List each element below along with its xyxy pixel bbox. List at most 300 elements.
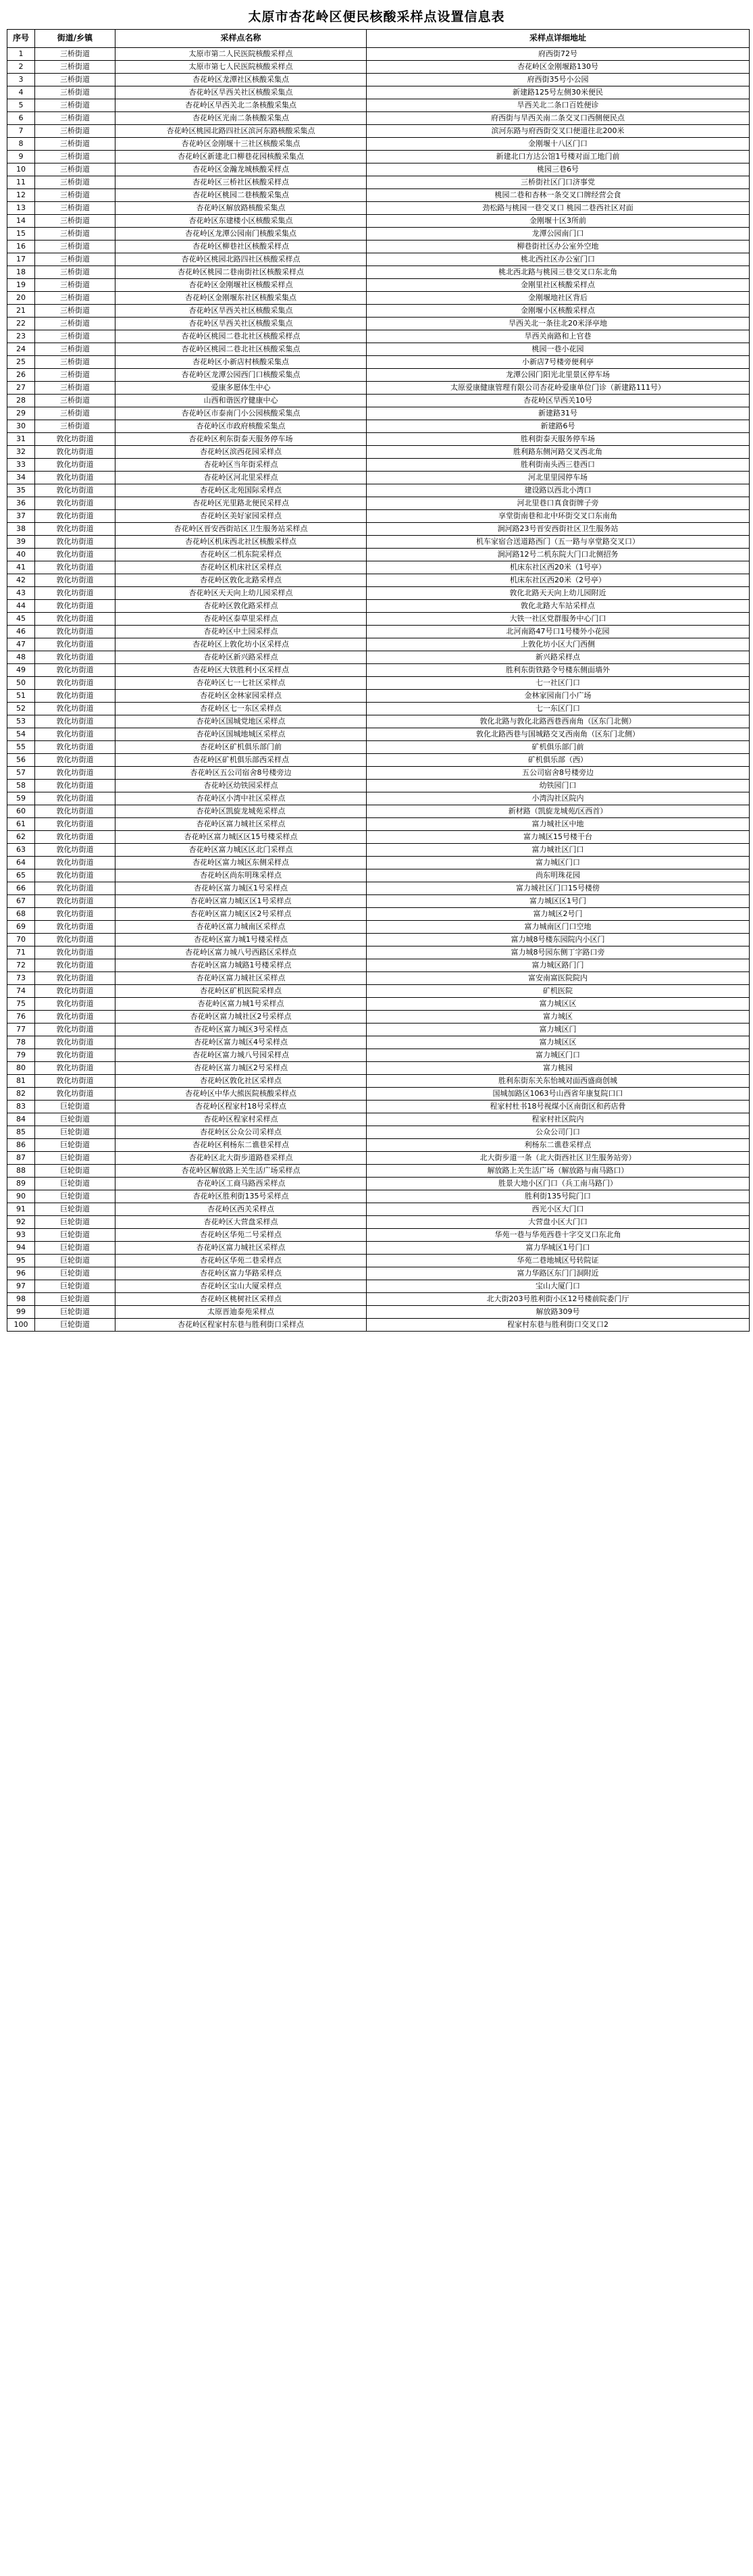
cell-index: 13 [7,202,35,215]
cell-address: 公众公司门口 [367,1126,750,1139]
cell-site-name: 杏花岭区桃园北路四社区核酸采样点 [115,253,367,266]
cell-street: 巨轮街道 [35,1216,115,1229]
table-row [7,176,750,189]
cell-site-name: 杏花岭区富力城区1号采样点 [115,882,367,895]
table-row [7,587,750,600]
cell-site-name: 杏花岭区程家村18号采样点 [115,1101,367,1113]
cell-site-name: 杏花岭区中土园采样点 [115,626,367,638]
cell-address: 新兴路采样点 [367,651,750,664]
cell-address: 机车家宿合送道路西门（五一路与享堂路交叉口） [367,536,750,549]
cell-index: 29 [7,407,35,420]
cell-index: 51 [7,690,35,703]
cell-site-name: 杏花岭区七一东区采样点 [115,703,367,715]
cell-index: 12 [7,189,35,202]
column-header-street: 街道/乡镇 [35,30,115,48]
cell-site-name: 杏花岭区桃园二巷核酸采集点 [115,189,367,202]
cell-index: 61 [7,818,35,831]
cell-address: 胜景大地小区门口（兵工南马路门） [367,1178,750,1190]
cell-site-name: 杏花岭区富力城社区采样点 [115,1242,367,1255]
cell-index: 52 [7,703,35,715]
table-row [7,805,750,818]
cell-address: 新建北口方达公馆1号楼对面工地门前 [367,151,750,163]
cell-site-name: 杏花岭区解放路上关生活广场采样点 [115,1165,367,1178]
cell-index: 66 [7,882,35,895]
cell-index: 96 [7,1267,35,1280]
cell-index: 39 [7,536,35,549]
table-row [7,369,750,382]
table-row [7,266,750,279]
cell-street: 敦化坊街道 [35,857,115,869]
cell-address: 矿机俱乐部门前 [367,741,750,754]
table-row [7,48,750,61]
cell-index: 5 [7,99,35,112]
cell-index: 2 [7,61,35,74]
cell-street: 敦化坊街道 [35,1036,115,1049]
cell-index: 42 [7,574,35,587]
cell-site-name: 杏花岭区桃园二巷南街社区核酸采样点 [115,266,367,279]
cell-site-name: 杏花岭区富力城区区15号楼采样点 [115,831,367,844]
table-row [7,1152,750,1165]
cell-site-name: 杏花岭区富力华路采样点 [115,1267,367,1280]
table-row [7,638,750,651]
cell-site-name: 杏花岭区旱西关社区核酸采集点 [115,86,367,99]
cell-index: 84 [7,1113,35,1126]
table-row [7,792,750,805]
cell-address: 富力城区门口 [367,1049,750,1062]
cell-index: 99 [7,1306,35,1319]
table-row [7,484,750,497]
cell-street: 敦化坊街道 [35,908,115,921]
cell-index: 90 [7,1190,35,1203]
table-row [7,356,750,369]
cell-site-name: 杏花岭区富力城区东侧采样点 [115,857,367,869]
cell-index: 94 [7,1242,35,1255]
cell-index: 77 [7,1024,35,1036]
cell-address: 胜利街135号院门口 [367,1190,750,1203]
cell-site-name: 杏花岭区富力城社区采样点 [115,972,367,985]
table-row [7,1216,750,1229]
cell-index: 48 [7,651,35,664]
cell-index: 72 [7,959,35,972]
cell-site-name: 杏花岭区机床西北社区核酸采样点 [115,536,367,549]
cell-address: 小湾沟社区院内 [367,792,750,805]
cell-index: 18 [7,266,35,279]
cell-site-name: 杏花岭区小湾中社区采样点 [115,792,367,805]
cell-site-name: 杏花岭区富力城社区2号采样点 [115,1011,367,1024]
cell-street: 三桥街道 [35,151,115,163]
table-row [7,895,750,908]
cell-street: 三桥街道 [35,215,115,228]
cell-site-name: 杏花岭区金刚堰十三社区核酸采集点 [115,138,367,151]
cell-address: 新材路（凯旋龙城苑/区西首） [367,805,750,818]
cell-address: 敦化北路西巷与国城路交叉西南角（区东门北侧） [367,728,750,741]
cell-street: 敦化坊街道 [35,882,115,895]
table-row [7,1255,750,1267]
cell-site-name: 杏花岭区国城党地区采样点 [115,715,367,728]
cell-site-name: 杏花岭区敦化社区采样点 [115,1075,367,1088]
table-row [7,1036,750,1049]
cell-street: 巨轮街道 [35,1255,115,1267]
table-row [7,549,750,561]
cell-index: 91 [7,1203,35,1216]
cell-site-name: 杏花岭区泰草里采样点 [115,613,367,626]
cell-address: 华苑一巷与华苑西巷十字交叉口东北角 [367,1229,750,1242]
cell-address: 河北里里园停车场 [367,472,750,484]
cell-street: 巨轮街道 [35,1229,115,1242]
table-row [7,1306,750,1319]
table-row [7,215,750,228]
cell-street: 敦化坊街道 [35,946,115,959]
cell-street: 敦化坊街道 [35,459,115,472]
cell-site-name: 杏花岭区程家村东巷与胜利街口采样点 [115,1319,367,1332]
cell-site-name: 爱康多愿体生中心 [115,382,367,395]
cell-address: 桃园三巷6号 [367,163,750,176]
cell-street: 三桥街道 [35,189,115,202]
cell-index: 21 [7,305,35,318]
table-row [7,1267,750,1280]
table-row [7,561,750,574]
cell-street: 敦化坊街道 [35,638,115,651]
cell-street: 巨轮街道 [35,1101,115,1113]
cell-street: 三桥街道 [35,61,115,74]
cell-street: 三桥街道 [35,74,115,86]
cell-site-name: 杏花岭区富力城区3号采样点 [115,1024,367,1036]
cell-street: 敦化坊街道 [35,472,115,484]
cell-address: 富力城区 [367,1011,750,1024]
cell-index: 74 [7,985,35,998]
table-row [7,767,750,780]
cell-site-name: 杏花岭区小新店村核酸采集点 [115,356,367,369]
cell-site-name: 杏花岭区龙潭公园西门口核酸采集点 [115,369,367,382]
table-row [7,741,750,754]
cell-site-name: 杏花岭区北苑国际采样点 [115,484,367,497]
cell-address: 七一社区门口 [367,677,750,690]
cell-site-name: 太原晋迪泰苑采样点 [115,1306,367,1319]
cell-address: 桃园一巷小花园 [367,343,750,356]
cell-address: 程家村东巷与胜利街口交叉口2 [367,1319,750,1332]
cell-index: 80 [7,1062,35,1075]
cell-street: 敦化坊街道 [35,985,115,998]
cell-site-name: 杏花岭区富力城区2号采样点 [115,1062,367,1075]
cell-site-name: 杏花岭区程家村采样点 [115,1113,367,1126]
cell-street: 敦化坊街道 [35,805,115,818]
cell-street: 巨轮街道 [35,1293,115,1306]
cell-site-name: 杏花岭区光里路北便民采样点 [115,497,367,510]
cell-street: 敦化坊街道 [35,1062,115,1075]
table-row [7,946,750,959]
cell-index: 36 [7,497,35,510]
table-row [7,189,750,202]
cell-site-name: 杏花岭区当年街采样点 [115,459,367,472]
cell-street: 巨轮街道 [35,1306,115,1319]
cell-address: 五公司宿舍8号楼旁边 [367,767,750,780]
cell-index: 56 [7,754,35,767]
cell-street: 敦化坊街道 [35,1011,115,1024]
cell-site-name: 杏花岭区国城地城区采样点 [115,728,367,741]
cell-address: 杏花岭区旱西关10号 [367,395,750,407]
cell-site-name: 杏花岭区金瀚龙城核酸采样点 [115,163,367,176]
cell-street: 敦化坊街道 [35,1088,115,1101]
cell-address: 富力城社区门口 [367,844,750,857]
cell-site-name: 杏花岭区富力城路1号楼采样点 [115,959,367,972]
cell-index: 47 [7,638,35,651]
cell-address: 享堂街南巷和北中环街交叉口东南角 [367,510,750,523]
cell-address: 北大街203号胜利街小区12号楼前院委门厅 [367,1293,750,1306]
cell-index: 82 [7,1088,35,1101]
cell-address: 胜利街南头西三巷西口 [367,459,750,472]
cell-street: 巨轮街道 [35,1113,115,1126]
cell-street: 三桥街道 [35,369,115,382]
cell-address: 河北里巷口真食街牌子旁 [367,497,750,510]
cell-address: 桃园二巷和杏林一条交叉口牌经营会食 [367,189,750,202]
cell-street: 敦化坊街道 [35,921,115,934]
table-row [7,818,750,831]
cell-index: 64 [7,857,35,869]
cell-site-name: 杏花岭区利东街泰天服务停车场 [115,433,367,446]
cell-address: 旱西关南路和上官巷 [367,330,750,343]
table-row [7,253,750,266]
cell-index: 53 [7,715,35,728]
cell-address: 富力城8号园东侧丁字路口旁 [367,946,750,959]
table-row [7,690,750,703]
cell-address: 金刚堰地社区背后 [367,292,750,305]
cell-address: 金刚堰十区3所前 [367,215,750,228]
sampling-sites-table [7,29,750,1332]
cell-address: 宝山大厦门口 [367,1280,750,1293]
table-row [7,1319,750,1332]
page-title: 太原市杏花岭区便民核酸采样点设置信息表 [248,9,505,24]
cell-address: 太原爱康健康管理有限公司杏花岭爱康单位门诊（新建路111号） [367,382,750,395]
cell-street: 三桥街道 [35,382,115,395]
cell-address: 大铁一社区党群服务中心门口 [367,613,750,626]
cell-address: 新建路31号 [367,407,750,420]
cell-address: 新建路125号左侧30米便民 [367,86,750,99]
cell-address: 富力城社区门口15号楼傍 [367,882,750,895]
cell-site-name: 杏花岭区大铁胜利小区采样点 [115,664,367,677]
cell-site-name: 杏花岭区金林家园采样点 [115,690,367,703]
cell-address: 大营盘小区大门口 [367,1216,750,1229]
cell-index: 38 [7,523,35,536]
cell-address: 利杨东二谯巷采样点 [367,1139,750,1152]
cell-site-name: 杏花岭区旱西关社区核酸采集点 [115,318,367,330]
cell-site-name: 杏花岭区金刚堰社区核酸采样点 [115,279,367,292]
cell-index: 11 [7,176,35,189]
cell-index: 85 [7,1126,35,1139]
cell-street: 三桥街道 [35,99,115,112]
cell-index: 78 [7,1036,35,1049]
cell-street: 敦化坊街道 [35,715,115,728]
cell-site-name: 杏花岭区上敦化坊小区采样点 [115,638,367,651]
table-row [7,1293,750,1306]
cell-street: 敦化坊街道 [35,446,115,459]
cell-index: 92 [7,1216,35,1229]
cell-index: 24 [7,343,35,356]
cell-street: 敦化坊街道 [35,523,115,536]
cell-address: 西光小区大门口 [367,1203,750,1216]
column-header-site-name: 采样点名称 [115,30,367,48]
cell-site-name: 杏花岭区富力城区区北门采样点 [115,844,367,857]
table-body [7,48,750,1332]
cell-site-name: 杏花岭区新建北口柳巷花园核酸采集点 [115,151,367,163]
cell-address: 解放路上关生活广场（解放路与南马路口） [367,1165,750,1178]
table-row [7,1011,750,1024]
cell-index: 46 [7,626,35,638]
cell-address: 小新店7号楼旁便利亭 [367,356,750,369]
cell-site-name: 杏花岭区三桥社区核酸采样点 [115,176,367,189]
cell-index: 25 [7,356,35,369]
cell-index: 49 [7,664,35,677]
cell-address: 柳巷街社区办公室外空地 [367,241,750,253]
cell-address: 解放路309号 [367,1306,750,1319]
cell-index: 26 [7,369,35,382]
table-row [7,1062,750,1075]
cell-index: 41 [7,561,35,574]
cell-site-name: 杏花岭区旱西关社区核酸采集点 [115,305,367,318]
cell-site-name: 杏花岭区龙潭社区核酸采集点 [115,74,367,86]
cell-site-name: 杏花岭区凯旋龙城苑采样点 [115,805,367,818]
cell-site-name: 杏花岭区矿机医院采样点 [115,985,367,998]
table-row [7,934,750,946]
cell-site-name: 杏花岭区市政府核酸采集点 [115,420,367,433]
cell-index: 45 [7,613,35,626]
cell-address: 富力桃园 [367,1062,750,1075]
table-row [7,510,750,523]
cell-site-name: 杏花岭区北大街步道路巷采样点 [115,1152,367,1165]
table-row [7,857,750,869]
cell-address: 富力城区2号门 [367,908,750,921]
table-row [7,985,750,998]
cell-site-name: 杏花岭区富力城区4号采样点 [115,1036,367,1049]
cell-street: 敦化坊街道 [35,690,115,703]
cell-site-name: 杏花岭区中华大熊医院核酸采样点 [115,1088,367,1101]
cell-site-name: 杏花岭区富力城1号采样点 [115,998,367,1011]
cell-site-name: 杏花岭区幼铁园采样点 [115,780,367,792]
cell-address: 涧河路12号二机东院大门口北侧招务 [367,549,750,561]
cell-street: 巨轮街道 [35,1267,115,1280]
cell-address: 尚东明珠花园 [367,869,750,882]
cell-street: 巨轮街道 [35,1319,115,1332]
cell-index: 9 [7,151,35,163]
cell-address: 府西街35号小公园 [367,74,750,86]
cell-site-name: 杏花岭区天天向上幼儿园采样点 [115,587,367,600]
cell-address: 胜利东街东关东怡城对面西盛商创城 [367,1075,750,1088]
table-row [7,959,750,972]
cell-street: 敦化坊街道 [35,831,115,844]
cell-address: 富力城区门 [367,1024,750,1036]
cell-index: 35 [7,484,35,497]
table-row [7,138,750,151]
cell-address: 机床东社区西20米（1号亭） [367,561,750,574]
table-row [7,1139,750,1152]
cell-address: 敦化北路大车站采样点 [367,600,750,613]
cell-address: 桃北西北路与桃园三巷交叉口东北角 [367,266,750,279]
cell-index: 8 [7,138,35,151]
cell-index: 58 [7,780,35,792]
cell-street: 三桥街道 [35,202,115,215]
cell-street: 三桥街道 [35,86,115,99]
cell-site-name: 杏花岭区桃园北路四社区滨河东路核酸采集点 [115,125,367,138]
cell-site-name: 杏花岭区公众公司采样点 [115,1126,367,1139]
cell-site-name: 杏花岭区河北里采样点 [115,472,367,484]
cell-index: 32 [7,446,35,459]
cell-street: 敦化坊街道 [35,703,115,715]
table-row [7,202,750,215]
cell-street: 敦化坊街道 [35,972,115,985]
cell-street: 巨轮街道 [35,1126,115,1139]
cell-index: 93 [7,1229,35,1242]
cell-street: 敦化坊街道 [35,818,115,831]
cell-index: 97 [7,1280,35,1293]
cell-index: 44 [7,600,35,613]
cell-address: 敦化北路天天向上幼儿园附近 [367,587,750,600]
cell-street: 敦化坊街道 [35,574,115,587]
cell-street: 敦化坊街道 [35,728,115,741]
cell-index: 20 [7,292,35,305]
cell-index: 60 [7,805,35,818]
cell-index: 15 [7,228,35,241]
table-row [7,446,750,459]
cell-index: 89 [7,1178,35,1190]
table-row [7,536,750,549]
cell-site-name: 杏花岭区富力城八号园采样点 [115,1049,367,1062]
cell-address: 矿机医院 [367,985,750,998]
cell-site-name: 杏花岭区五公司宿舍8号楼旁边 [115,767,367,780]
cell-address: 金刚堰十八区门口 [367,138,750,151]
cell-address: 北大街步道一条（北大街西社区卫生服务站旁） [367,1152,750,1165]
cell-street: 三桥街道 [35,279,115,292]
cell-site-name: 杏花岭区晋安西街站区卫生服务站采样点 [115,523,367,536]
table-row [7,715,750,728]
cell-index: 34 [7,472,35,484]
cell-index: 19 [7,279,35,292]
cell-street: 敦化坊街道 [35,959,115,972]
cell-address: 华苑二巷地城区号转院证 [367,1255,750,1267]
table-row [7,99,750,112]
cell-street: 敦化坊街道 [35,1024,115,1036]
cell-address: 建设路以西北小湾口 [367,484,750,497]
cell-address: 富力城社区中地 [367,818,750,831]
table-row [7,163,750,176]
cell-index: 87 [7,1152,35,1165]
cell-site-name: 杏花岭区东建楼小区核酸采集点 [115,215,367,228]
cell-site-name: 杏花岭区金刚堰东社区核酸采集点 [115,292,367,305]
cell-index: 43 [7,587,35,600]
cell-street: 三桥街道 [35,420,115,433]
cell-street: 敦化坊街道 [35,433,115,446]
cell-site-name: 山西和谐医疗健康中心 [115,395,367,407]
cell-street: 巨轮街道 [35,1178,115,1190]
cell-index: 4 [7,86,35,99]
cell-index: 69 [7,921,35,934]
cell-street: 三桥街道 [35,138,115,151]
cell-site-name: 杏花岭区富力城区区1号采样点 [115,895,367,908]
cell-site-name: 太原市第七人民医院核酸采样点 [115,61,367,74]
table-row [7,433,750,446]
table-row [7,1024,750,1036]
cell-index: 1 [7,48,35,61]
cell-site-name: 杏花岭区桃树社区采样点 [115,1293,367,1306]
cell-index: 67 [7,895,35,908]
table-row [7,1203,750,1216]
cell-index: 14 [7,215,35,228]
table-row [7,279,750,292]
cell-street: 敦化坊街道 [35,600,115,613]
table-row [7,703,750,715]
cell-index: 3 [7,74,35,86]
cell-address: 富安南富医院院内 [367,972,750,985]
cell-site-name: 太原市第二人民医院核酸采样点 [115,48,367,61]
cell-site-name: 杏花岭区工商马路西采样点 [115,1178,367,1190]
